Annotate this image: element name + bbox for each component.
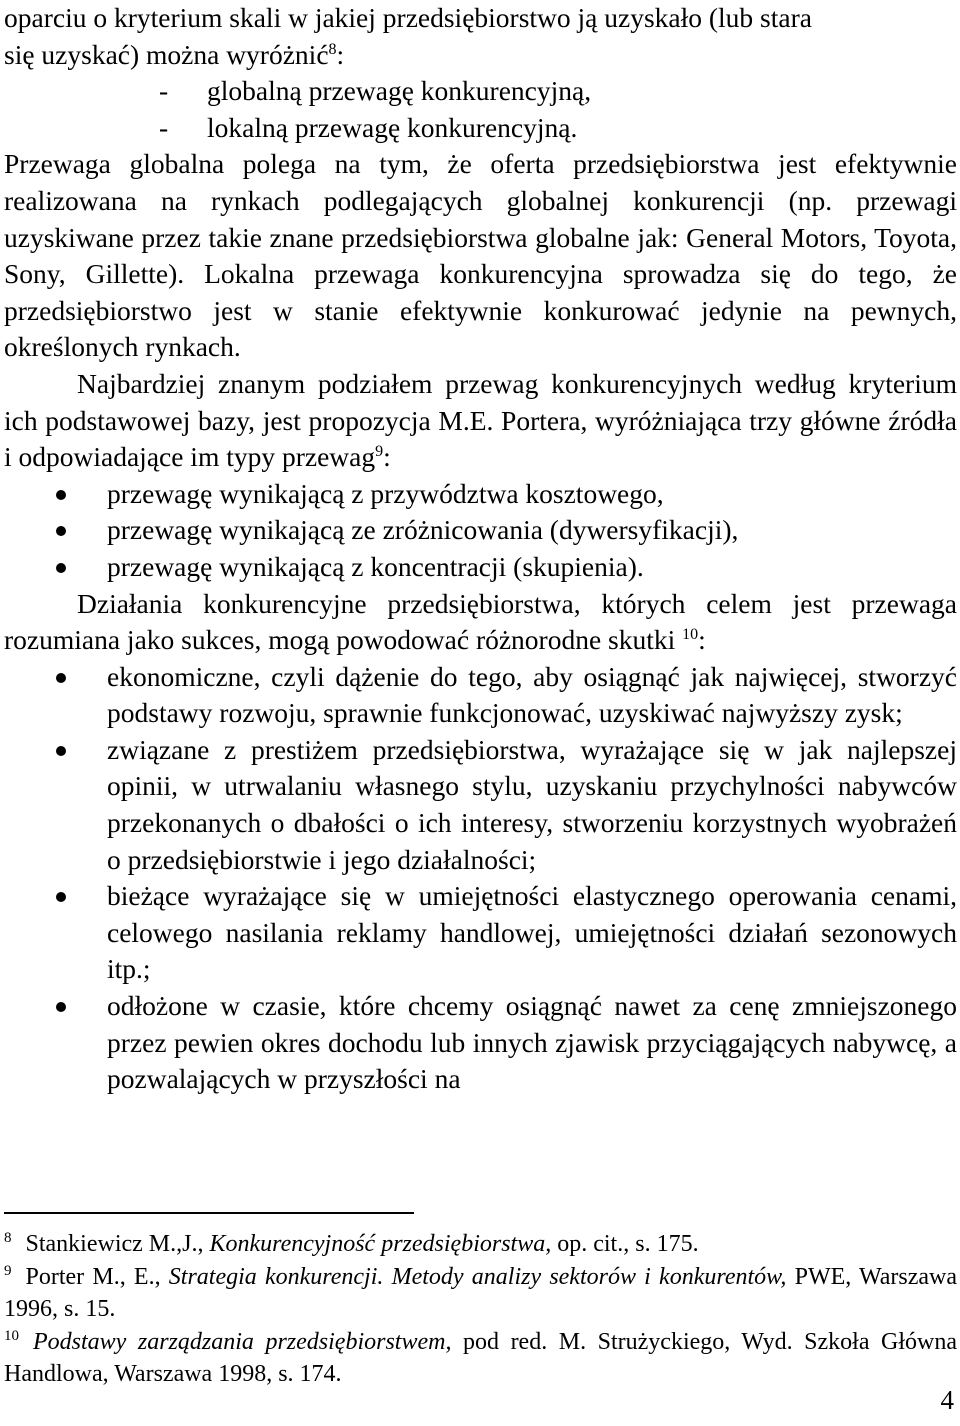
footnote-author: Porter M., E., xyxy=(25,1263,161,1290)
list-item-text: związane z prestiżem przedsiębiorstwa, wyrażające się w jak najlepszej opinii, w utrwalaniu własnego stylu, uzyskaniu przychylności nabywców przekonanych o dbałości o ich interesy, stworzeniu korzystnych wyobrażeń o przedsiębiorstwie i jego działalności; xyxy=(107,733,957,875)
footnote-ref-8[interactable]: 8 xyxy=(328,40,337,58)
page-number: 4 xyxy=(940,1385,954,1415)
document-page xyxy=(4,0,957,1098)
list-item-text: przewagę wynikającą ze zróżnicowania (dywersyfikacji), xyxy=(107,514,739,546)
footnote-ref-9[interactable]: 9 xyxy=(375,442,384,460)
bullet-icon xyxy=(56,673,66,683)
footnote-title: Podstawy zarządzania przedsiębiorstwem, xyxy=(33,1328,452,1355)
list-item-text: globalną przewagę konkurencyjną, xyxy=(207,75,592,107)
list-item xyxy=(4,732,957,878)
footnote-10 xyxy=(4,1326,957,1391)
bullet-icon xyxy=(56,563,66,573)
list-item xyxy=(4,988,957,1098)
list-item-text: odłożone w czasie, które chcemy osiągnąć nawet za cenę zmniejszonego przez pewien okres dochodu lub innych zjawisk przyciągających nabywcę, a pozwalających w przyszłości na xyxy=(107,990,957,1095)
footnote-number: 8 xyxy=(4,1230,12,1246)
bullet-icon xyxy=(56,490,66,500)
footnotes xyxy=(4,1228,957,1391)
intro-line-1: oparciu o kryterium skali w jakiej przedsiębiorstwo ją uzyskało (lub stara xyxy=(4,2,812,33)
dash-marker: - xyxy=(159,75,169,107)
list-item xyxy=(4,73,957,110)
list-item xyxy=(4,878,957,988)
footnote-details: op. cit., s. 175. xyxy=(557,1231,699,1257)
footnote-title: Konkurencyjność przedsiębiorstwa, xyxy=(209,1231,552,1257)
intro-colon: : xyxy=(336,38,345,70)
list-item-text: przewagę wynikającą z przywództwa kosztowego, xyxy=(107,477,664,509)
footnote-divider xyxy=(4,1212,414,1214)
footnote-title: Strategia konkurencji. Metody analizy sektorów i konkurentów, xyxy=(168,1263,787,1290)
bullet-icon xyxy=(56,1002,66,1012)
paragraph-text: Działania konkurencyjne przedsiębiorstwa, których celem jest przewaga rozumiana jako sukces, mogą powodować różnorodne skutki xyxy=(4,587,957,656)
porter-advantages-list xyxy=(4,476,957,586)
list-item-text: przewagę wynikającą z koncentracji (skupienia). xyxy=(107,550,644,582)
list-item-text: bieżące wyrażające się w umiejętności elastycznego operowania cenami, celowego nasilania reklamy handlowej, umiejętności działań sezonowych itp.; xyxy=(107,880,957,985)
paragraph-porter xyxy=(4,366,957,476)
paragraph-global-advantage: Przewaga globalna polega na tym, że oferta przedsiębiorstwa jest efektywnie realizowana na rynkach podlegających globalnej konkurencji (np. przewagi uzyskiwane przez takie znane przedsiębiorstwa globalne jak: General Motors, Toyota, Sony, Gillette). Lokalna przewaga konkurencyjna sprowadza się do tego, że przedsiębiorstwo jest w stanie efektywnie konkurować jedynie na pewnych, określonych rynkach. xyxy=(4,148,957,363)
paragraph-colon: : xyxy=(383,441,391,473)
list-item xyxy=(4,659,957,732)
list-item-text: ekonomiczne, czyli dążenie do tego, aby osiągnąć jak najwięcej, stworzyć podstawy rozwoju, sprawnie funkcjonować, uzyskiwać najwyższy zysk; xyxy=(107,660,957,729)
dash-marker: - xyxy=(159,111,169,143)
advantage-scope-list xyxy=(4,73,957,146)
list-item xyxy=(4,476,957,513)
footnote-details: pod red. M. Strużyckiego, Wyd. Szkoła Główna Handlowa, Warszawa 1998, s. 174. xyxy=(4,1328,958,1387)
list-item xyxy=(4,110,957,147)
footnote-9 xyxy=(4,1261,957,1326)
effects-list xyxy=(4,659,957,1098)
bullet-icon xyxy=(56,892,66,902)
paragraph-effects xyxy=(4,586,957,659)
footnote-8 xyxy=(4,1228,957,1261)
list-item xyxy=(4,549,957,586)
intro-line-2 xyxy=(4,37,957,74)
paragraph-text: Najbardziej znanym podziałem przewag konkurencyjnych według kryterium ich podstawowej bazy, jest propozycja M.E. Portera, wyróżniająca trzy główne źródła i odpowiadające im typy przewag xyxy=(4,367,957,473)
footnote-details: PWE, Warszawa 1996, s. 15. xyxy=(4,1263,958,1322)
bullet-icon xyxy=(56,746,66,756)
footnote-ref-10[interactable]: 10 xyxy=(682,625,699,643)
paragraph-colon: : xyxy=(698,624,706,656)
bullet-icon xyxy=(56,526,66,536)
list-item xyxy=(4,512,957,549)
footnote-number: 9 xyxy=(4,1262,12,1279)
footnote-number: 10 xyxy=(4,1327,19,1344)
list-item-text: lokalną przewagę konkurencyjną. xyxy=(207,111,578,143)
footnote-author: Stankiewicz M.,J., xyxy=(25,1231,204,1257)
intro-text: się uzyskać) można wyróżnić xyxy=(4,38,329,70)
